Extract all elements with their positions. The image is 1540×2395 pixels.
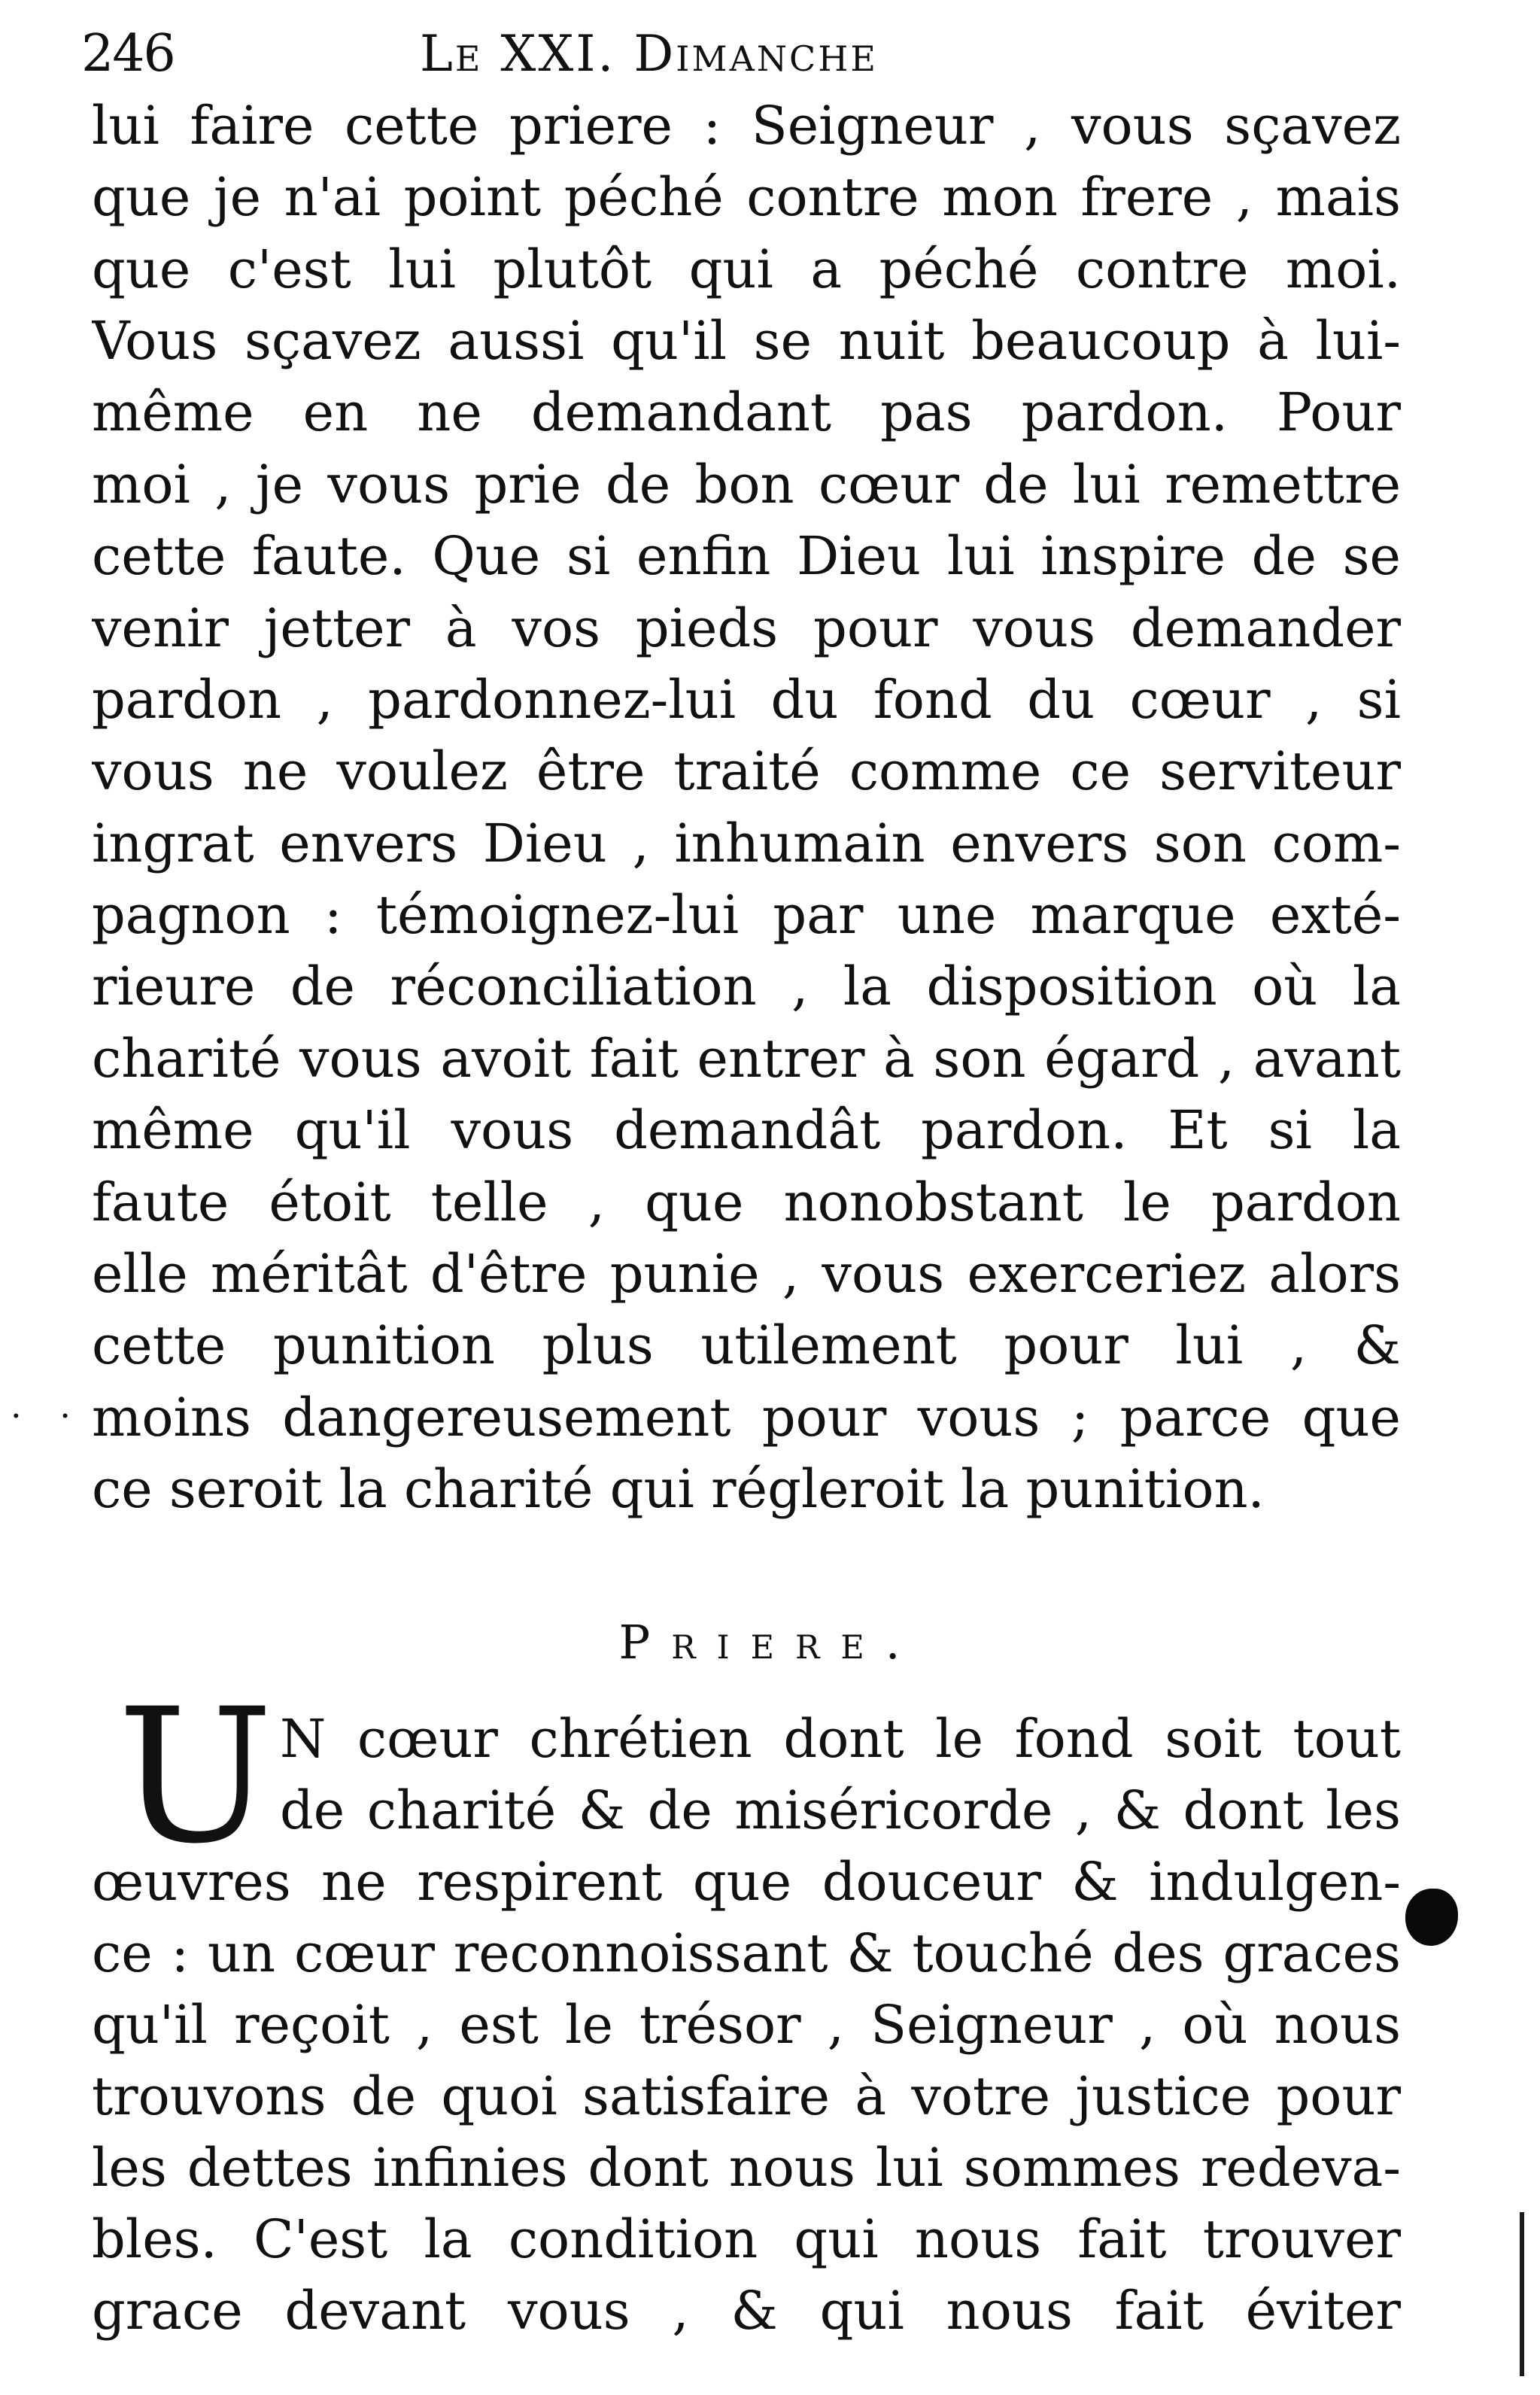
body-line: que je n'ai point péché contre mon frere , mais: [92, 166, 1401, 228]
body-line: ingrat envers Dieu , inhumain envers son com-: [92, 813, 1401, 874]
margin-mark: . .: [11, 1385, 84, 1426]
prayer-line: bles. C'est la condition qui nous fait trouver: [92, 2208, 1401, 2270]
section-heading: Priere.: [618, 1615, 922, 1670]
body-line: ce seroit la charité qui régleroit la punition.: [92, 1458, 1265, 1520]
body-line: elle méritât d'être punie , vous exerceriez alors: [92, 1243, 1401, 1305]
body-line: pardon , pardonnez-lui du fond du cœur , si: [92, 669, 1401, 731]
page-edge-rule: [1520, 2212, 1524, 2376]
body-line: moi , je vous prie de bon cœur de lui remettre: [92, 454, 1401, 515]
running-head: [81, 17, 1390, 92]
body-line: venir jetter à vos pieds pour vous demander: [92, 597, 1401, 659]
body-line: rieure de réconciliation , la disposition où la: [92, 956, 1401, 1017]
body-line: cette punition plus utilement pour lui , &: [92, 1315, 1401, 1376]
prayer-line: œuvres ne respirent que douceur & indulgen-: [92, 1851, 1401, 1913]
prayer-line: grace devant vous , & qui nous fait éviter: [92, 2280, 1401, 2342]
body-line: même qu'il vous demandât pardon. Et si la: [92, 1099, 1401, 1161]
drop-cap: U: [117, 1670, 274, 1885]
prayer-line: ce : un cœur reconnoissant & touché des graces: [92, 1922, 1401, 1984]
body-line: charité vous avoit fait entrer à son égard , avant: [92, 1028, 1401, 1090]
page-number: 246: [81, 24, 175, 84]
body-line: lui faire cette priere : Seigneur , vous sçavez: [92, 95, 1401, 157]
running-title: Le XXI. Dimanche: [420, 25, 878, 83]
body-line: cette faute. Que si enfin Dieu lui inspire de se: [92, 525, 1401, 587]
body-line: faute étoit telle , que nonobstant le pardon: [92, 1172, 1401, 1233]
prayer-line: qu'il reçoit , est le trésor , Seigneur , où nous: [92, 1994, 1401, 2056]
body-line: moins dangereusement pour vous ; parce que: [92, 1387, 1401, 1448]
ink-blot: [1405, 1889, 1458, 1946]
body-line: vous ne voulez être traité comme ce serviteur: [92, 740, 1401, 802]
body-line: Vous sçavez aussi qu'il se nuit beaucoup à lui-: [92, 310, 1401, 372]
prayer-line: les dettes infinies dont nous lui sommes redeva-: [92, 2137, 1401, 2199]
body-line: même en ne demandant pas pardon. Pour: [92, 381, 1401, 443]
prayer-line: N cœur chrétien dont le fond soit tout: [280, 1708, 1401, 1770]
prayer-line: de charité & de miséricorde , & dont les: [280, 1780, 1401, 1841]
prayer-line: trouvons de quoi satisfaire à votre justice pour: [92, 2065, 1401, 2127]
body-line: pagnon : témoignez-lui par une marque exté-: [92, 884, 1401, 946]
body-line: que c'est lui plutôt qui a péché contre moi.: [92, 239, 1401, 300]
